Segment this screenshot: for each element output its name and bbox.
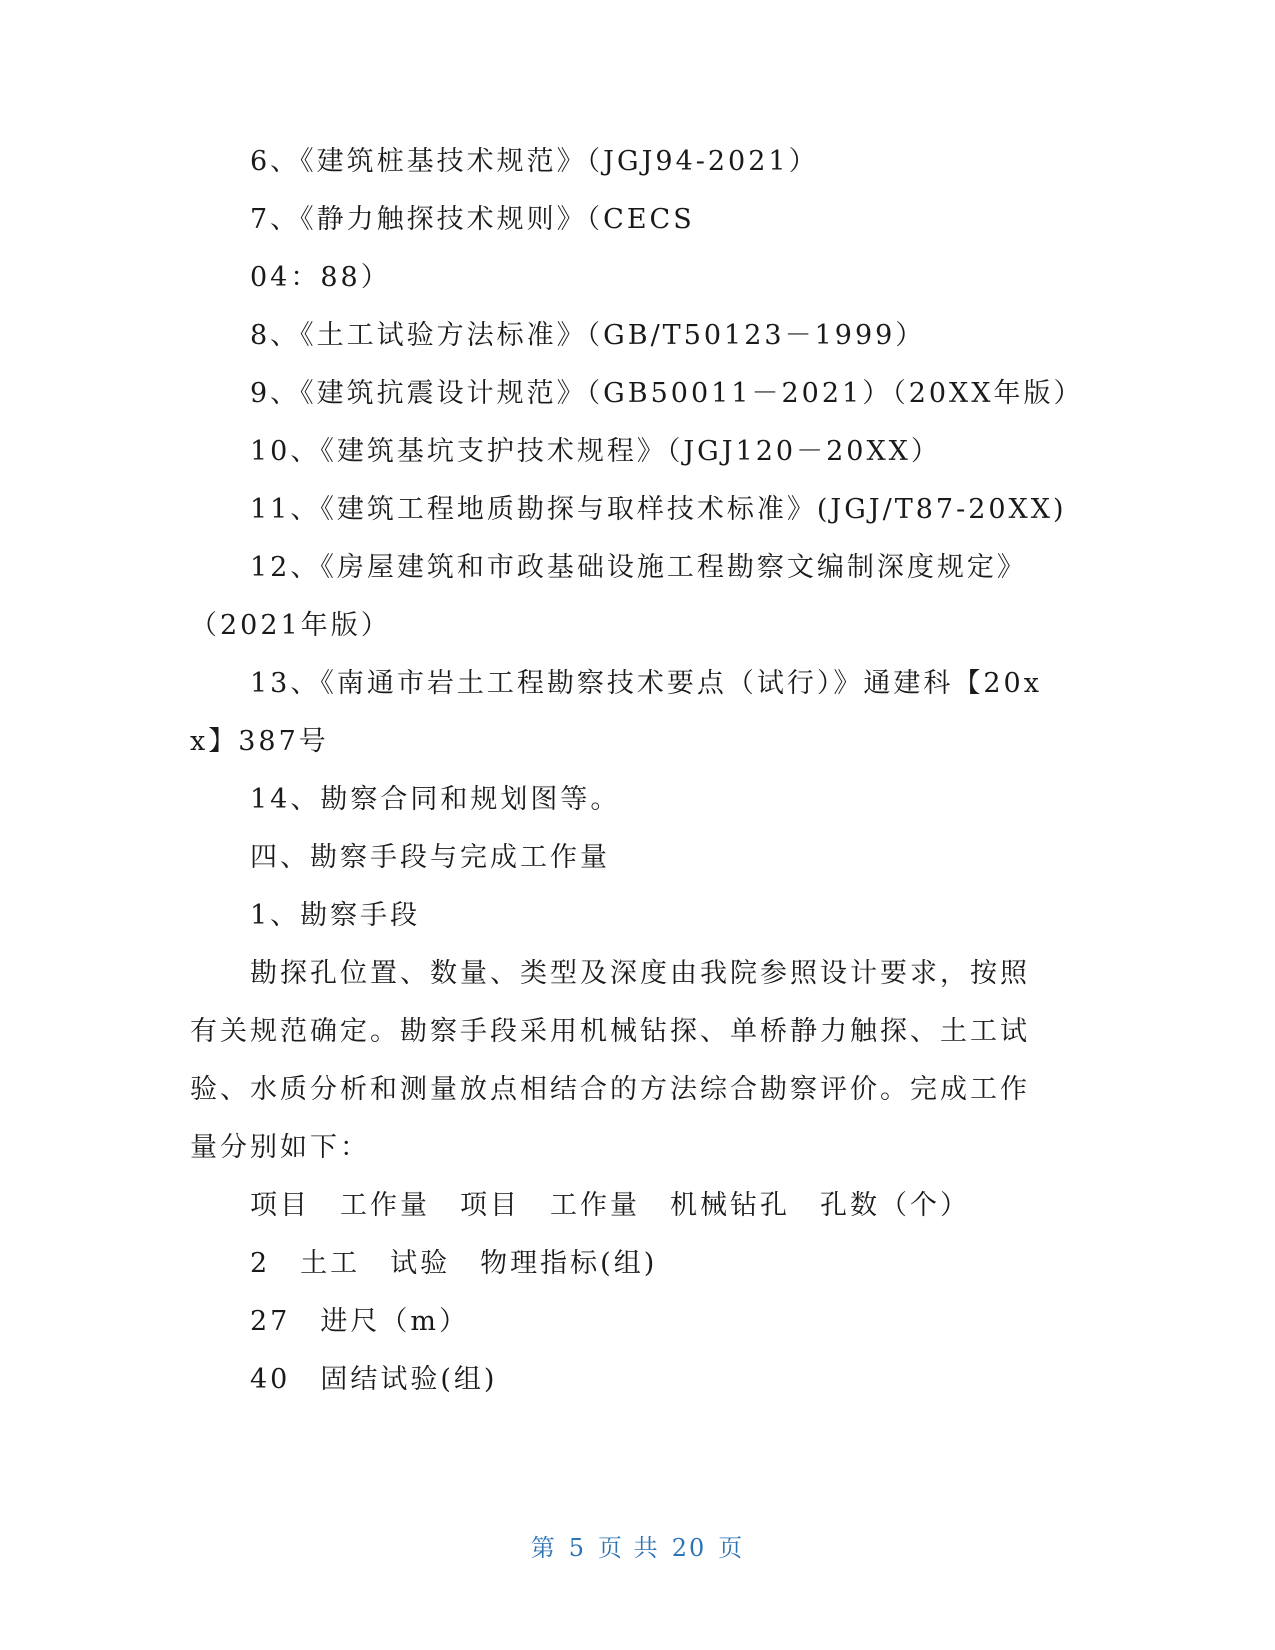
footer-current-page: 5: [568, 1534, 587, 1562]
paragraph-line-1: 勘探孔位置、数量、类型及深度由我院参照设计要求，按照: [250, 958, 1030, 989]
footer-suffix: 页: [718, 1534, 745, 1562]
subsection-heading-1: 1、勘察手段: [250, 900, 421, 931]
reference-item-10: 10、《建筑基坑支护技术规程》（JGJ120－20XX）: [250, 436, 941, 467]
reference-item-12: 12、《房屋建筑和市政基础设施工程勘察文编制深度规定》: [250, 552, 1027, 583]
paragraph-line-2: 有关规范确定。勘察手段采用机械钻探、单桥静力触探、土工试: [190, 1016, 1030, 1047]
workload-header-row: 项目 工作量 项目 工作量 机械钻孔 孔数（个）: [250, 1190, 970, 1221]
reference-item-8: 8、《土工试验方法标准》（GB/T50123－1999）: [250, 320, 926, 351]
reference-item-11: 11、《建筑工程地质勘探与取样技术标准》(JGJ/T87-20XX): [250, 494, 1067, 525]
reference-item-7-cont: 04：88）: [250, 262, 391, 293]
workload-row-2: 27 进尺（m）: [250, 1306, 469, 1337]
footer-prefix: 第: [530, 1534, 557, 1562]
reference-item-14: 14、勘察合同和规划图等。: [250, 784, 621, 815]
reference-item-12-cont: （2021年版）: [190, 610, 391, 641]
paragraph-line-4: 量分别如下：: [190, 1132, 370, 1163]
reference-item-13: 13、《南通市岩土工程勘察技术要点（试行）》通建科【20x: [250, 668, 1042, 699]
footer-middle: 页 共: [598, 1534, 660, 1562]
reference-item-7: 7、《静力触探技术规则》（CECS: [250, 204, 695, 235]
reference-item-6: 6、《建筑桩基技术规范》（JGJ94-2021）: [250, 146, 819, 177]
workload-row-3: 40 固结试验(组): [250, 1364, 498, 1395]
paragraph-line-3: 验、水质分析和测量放点相结合的方法综合勘察评价。完成工作: [190, 1074, 1030, 1105]
workload-row-1: 2 土工 试验 物理指标(组): [250, 1248, 658, 1279]
section-heading-4: 四、勘察手段与完成工作量: [250, 842, 610, 873]
reference-item-13-cont: x】387号: [190, 726, 329, 757]
footer-total-pages: 20: [671, 1534, 707, 1562]
page-footer: [0, 1533, 1275, 1563]
reference-item-9: 9、《建筑抗震设计规范》（GB50011－2021）（20XX年版）: [250, 378, 1084, 409]
